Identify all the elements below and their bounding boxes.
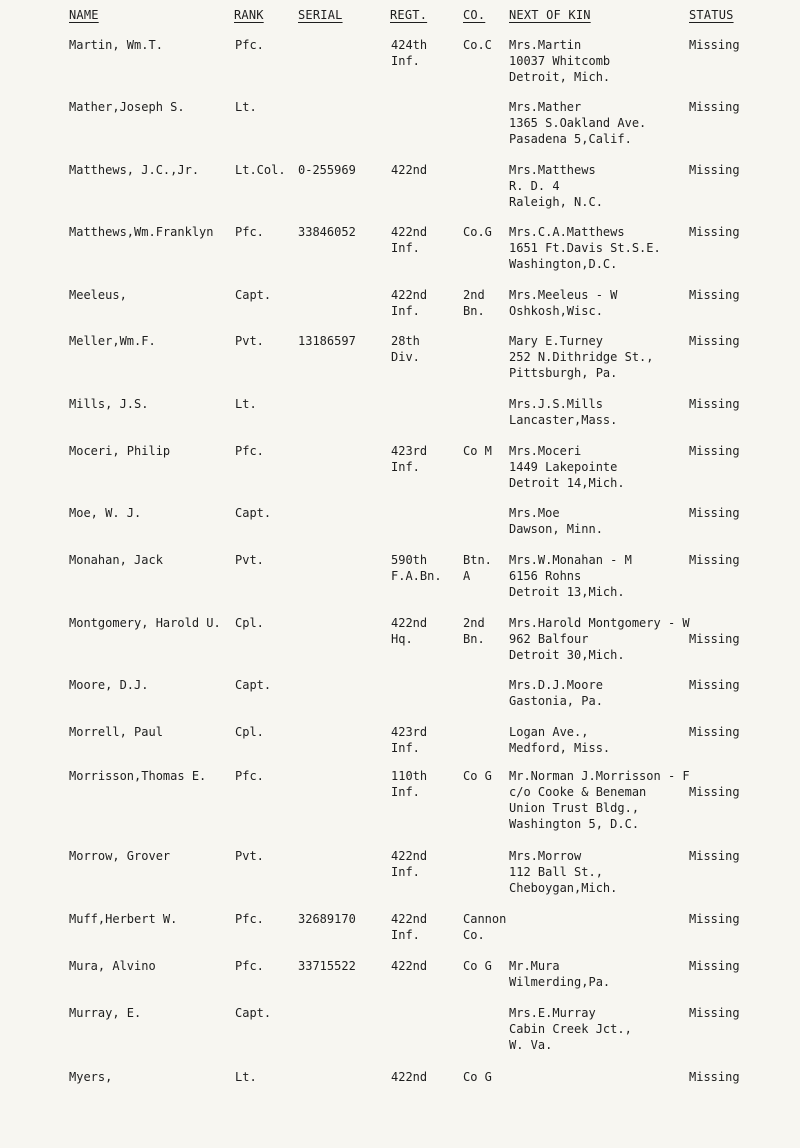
regt-cell-line: 423rd <box>391 444 428 458</box>
status-cell-line: Missing <box>689 1070 740 1084</box>
co-cell <box>463 552 492 584</box>
status-cell <box>689 443 740 459</box>
co-cell-line: Btn. <box>463 553 492 567</box>
table-row <box>0 615 800 675</box>
name-cell: Moceri, Philip <box>69 444 171 458</box>
status-cell <box>689 333 740 349</box>
next-of-kin-cell-line: 252 N.Dithridge St., <box>509 350 654 364</box>
co-cell-line: Co M <box>463 444 492 458</box>
co-cell <box>463 911 506 943</box>
rank-cell: Capt. <box>235 288 272 302</box>
next-of-kin-cell <box>509 768 690 832</box>
rank-cell: Pfc. <box>235 769 264 783</box>
next-of-kin-cell-line: c/o Cooke & Beneman <box>509 785 647 799</box>
next-of-kin-cell-line: Mrs.E.Murray <box>509 1006 596 1020</box>
name-cell: Morrow, Grover <box>69 849 171 863</box>
regt-cell <box>391 848 427 880</box>
table-row <box>0 333 800 393</box>
regt-cell-line: 422nd <box>391 849 428 863</box>
table-row <box>0 443 800 503</box>
next-of-kin-cell-line: 6156 Rohns <box>509 569 582 583</box>
regt-cell-line: 422nd <box>391 288 428 302</box>
next-of-kin-cell <box>509 724 610 756</box>
next-of-kin-cell-line: Mrs.Matthews <box>509 163 596 177</box>
next-of-kin-cell-line: Mrs.D.J.Moore <box>509 678 603 692</box>
rank-cell: Lt. <box>235 1070 257 1084</box>
next-of-kin-cell <box>509 396 617 428</box>
regt-cell-line: 422nd <box>391 1070 428 1084</box>
regt-cell <box>391 333 420 365</box>
table-row <box>0 224 800 284</box>
regt-cell-line: Inf. <box>391 928 420 942</box>
status-cell-line: Missing <box>689 912 740 926</box>
next-of-kin-cell-line: Medford, Miss. <box>509 741 611 755</box>
header-status: STATUS <box>689 8 734 22</box>
regt-cell <box>391 911 427 943</box>
status-cell-line: Missing <box>689 225 740 239</box>
next-of-kin-cell <box>509 958 610 990</box>
status-cell-line: Missing <box>689 100 740 114</box>
table-row <box>0 162 800 222</box>
status-cell <box>689 1005 740 1021</box>
regt-cell <box>391 162 427 178</box>
regt-cell-line: Inf. <box>391 741 420 755</box>
name-cell: Mills, J.S. <box>69 397 149 411</box>
next-of-kin-cell-line: Mrs.Moe <box>509 506 560 520</box>
regt-cell-line: Div. <box>391 350 420 364</box>
regt-cell <box>391 1069 427 1085</box>
rank-cell: Capt. <box>235 678 272 692</box>
rank-cell: Pfc. <box>235 959 264 973</box>
name-cell: Mura, Alvino <box>69 959 156 973</box>
co-cell <box>463 37 492 53</box>
next-of-kin-cell <box>509 99 646 147</box>
co-cell <box>463 958 492 974</box>
next-of-kin-cell-line: Gastonia, Pa. <box>509 694 603 708</box>
co-cell-line: A <box>463 569 471 583</box>
status-cell-line: Missing <box>689 849 740 863</box>
next-of-kin-cell-line: 1449 Lakepointe <box>509 460 618 474</box>
next-of-kin-cell-line: Logan Ave., <box>509 725 589 739</box>
name-cell: Moore, D.J. <box>69 678 149 692</box>
status-cell <box>689 37 740 53</box>
serial-cell: 13186597 <box>298 334 356 348</box>
table-row <box>0 1005 800 1065</box>
next-of-kin-cell <box>509 224 661 272</box>
regt-cell <box>391 37 427 69</box>
next-of-kin-cell <box>509 677 603 709</box>
status-cell <box>689 768 740 800</box>
header-rank: RANK <box>234 8 264 22</box>
next-of-kin-cell-line: Mrs.Harold Montgomery - W <box>509 616 690 630</box>
rank-cell: Lt. <box>235 100 257 114</box>
next-of-kin-cell-line: Mr.Mura <box>509 959 560 973</box>
status-cell-line: Missing <box>689 1006 740 1020</box>
next-of-kin-cell-line: Mrs.C.A.Matthews <box>509 225 625 239</box>
next-of-kin-cell-line: 10037 Whitcomb <box>509 54 611 68</box>
name-cell: Murray, E. <box>69 1006 142 1020</box>
regt-cell-line: Inf. <box>391 304 420 318</box>
next-of-kin-cell-line: Mrs.J.S.Mills <box>509 397 603 411</box>
next-of-kin-cell-line: Mr.Norman J.Morrisson - F <box>509 769 690 783</box>
rank-cell: Lt. <box>235 397 257 411</box>
status-cell-line: Missing <box>689 288 740 302</box>
next-of-kin-cell-line: Mrs.Morrow <box>509 849 582 863</box>
regt-cell-line: Inf. <box>391 460 420 474</box>
co-cell <box>463 768 492 784</box>
next-of-kin-cell-line: Mrs.Mather <box>509 100 582 114</box>
next-of-kin-cell-line: 962 Balfour <box>509 632 589 646</box>
name-cell: Meller,Wm.F. <box>69 334 156 348</box>
regt-cell-line: 590th <box>391 553 428 567</box>
rank-cell: Capt. <box>235 506 272 520</box>
header-name: NAME <box>69 8 99 22</box>
rank-cell: Pfc. <box>235 444 264 458</box>
name-cell: Martin, Wm.T. <box>69 38 163 52</box>
regt-cell <box>391 552 442 584</box>
next-of-kin-cell-line: Mrs.W.Monahan - M <box>509 553 632 567</box>
name-cell: Moe, W. J. <box>69 506 142 520</box>
next-of-kin-cell-line: Cabin Creek Jct., <box>509 1022 632 1036</box>
status-cell-line: Missing <box>689 959 740 973</box>
rank-cell: Cpl. <box>235 725 264 739</box>
regt-cell <box>391 615 427 647</box>
co-cell-line: 2nd <box>463 616 485 630</box>
regt-cell-line: Inf. <box>391 54 420 68</box>
next-of-kin-cell-line: Pasadena 5,Calif. <box>509 132 632 146</box>
next-of-kin-cell-line: Mrs.Meeleus - W <box>509 288 618 302</box>
regt-cell-line: Inf. <box>391 785 420 799</box>
name-cell: Montgomery, Harold U. <box>69 616 221 630</box>
name-cell: Mather,Joseph S. <box>69 100 185 114</box>
next-of-kin-cell-line: Mrs.Moceri <box>509 444 582 458</box>
status-cell-line: Missing <box>689 725 740 739</box>
table-row <box>0 99 800 159</box>
serial-cell: 32689170 <box>298 912 356 926</box>
status-cell-line: Missing <box>689 785 740 799</box>
next-of-kin-cell <box>509 848 617 896</box>
table-row <box>0 552 800 612</box>
name-cell: Myers, <box>69 1070 113 1084</box>
status-cell <box>689 911 740 927</box>
serial-cell: 0-255969 <box>298 163 356 177</box>
co-cell-line: Co G <box>463 769 492 783</box>
status-cell <box>689 396 740 412</box>
next-of-kin-cell-line: W. Va. <box>509 1038 553 1052</box>
status-cell-line: Missing <box>689 163 740 177</box>
next-of-kin-cell-line: 1365 S.Oakland Ave. <box>509 116 647 130</box>
regt-cell-line: 28th <box>391 334 420 348</box>
status-cell <box>689 552 740 568</box>
status-cell-line: Missing <box>689 678 740 692</box>
co-cell-line: Co G <box>463 959 492 973</box>
status-cell-line: Missing <box>689 38 740 52</box>
next-of-kin-cell-line: Oshkosh,Wisc. <box>509 304 603 318</box>
co-cell <box>463 287 485 319</box>
status-cell <box>689 287 740 303</box>
next-of-kin-cell <box>509 552 632 600</box>
next-of-kin-cell <box>509 505 603 537</box>
status-cell <box>689 162 740 178</box>
status-cell-line: Missing <box>689 632 740 646</box>
status-cell <box>689 615 740 647</box>
status-cell <box>689 505 740 521</box>
regt-cell-line: Hq. <box>391 632 413 646</box>
table-row <box>0 37 800 97</box>
co-cell <box>463 615 485 647</box>
status-cell-line <box>689 768 740 784</box>
status-cell <box>689 224 740 240</box>
next-of-kin-cell-line: Pittsburgh, Pa. <box>509 366 618 380</box>
next-of-kin-cell-line: Detroit 14,Mich. <box>509 476 625 490</box>
rank-cell: Cpl. <box>235 616 264 630</box>
regt-cell-line: 424th <box>391 38 428 52</box>
regt-cell <box>391 224 427 256</box>
status-cell-line: Missing <box>689 553 740 567</box>
next-of-kin-cell-line: Cheboygan,Mich. <box>509 881 618 895</box>
regt-cell-line: F.A.Bn. <box>391 569 442 583</box>
next-of-kin-cell <box>509 333 654 381</box>
name-cell: Morrell, Paul <box>69 725 163 739</box>
name-cell: Muff,Herbert W. <box>69 912 178 926</box>
status-cell <box>689 1069 740 1085</box>
name-cell: Monahan, Jack <box>69 553 163 567</box>
status-cell-line <box>689 615 740 631</box>
serial-cell: 33715522 <box>298 959 356 973</box>
co-cell-line: Co. <box>463 928 485 942</box>
rank-cell: Pvt. <box>235 334 264 348</box>
next-of-kin-cell-line: Detroit 13,Mich. <box>509 585 625 599</box>
regt-cell <box>391 287 427 319</box>
table-row <box>0 768 800 831</box>
next-of-kin-cell-line: Raleigh, N.C. <box>509 195 603 209</box>
co-cell-line: Bn. <box>463 632 485 646</box>
header-co: CO. <box>463 8 486 22</box>
regt-cell <box>391 443 427 475</box>
status-cell-line: Missing <box>689 506 740 520</box>
rank-cell: Pfc. <box>235 38 264 52</box>
next-of-kin-cell-line: Union Trust Bldg., <box>509 801 640 815</box>
status-cell <box>689 677 740 693</box>
co-cell-line: Co G <box>463 1070 492 1084</box>
next-of-kin-cell-line: R. D. 4 <box>509 179 560 193</box>
co-cell-line: 2nd <box>463 288 485 302</box>
name-cell: Meeleus, <box>69 288 127 302</box>
regt-cell-line: Inf. <box>391 865 420 879</box>
name-cell: Matthews, J.C.,Jr. <box>69 163 200 177</box>
rank-cell: Pvt. <box>235 553 264 567</box>
next-of-kin-cell-line: Mrs.Martin <box>509 38 582 52</box>
next-of-kin-cell-line: Washington 5, D.C. <box>509 817 640 831</box>
rank-cell: Pfc. <box>235 225 264 239</box>
co-cell <box>463 443 492 459</box>
regt-cell <box>391 724 427 756</box>
status-cell-line: Missing <box>689 334 740 348</box>
next-of-kin-cell <box>509 615 690 663</box>
table-row <box>0 1069 800 1129</box>
header-serial: SERIAL <box>298 8 343 22</box>
regt-cell-line: 422nd <box>391 163 428 177</box>
name-cell: Matthews,Wm.Franklyn <box>69 225 214 239</box>
status-cell-line: Missing <box>689 397 740 411</box>
status-cell-line: Missing <box>689 444 740 458</box>
header-next-of-kin: NEXT OF KIN <box>509 8 591 22</box>
rank-cell: Capt. <box>235 1006 272 1020</box>
next-of-kin-cell <box>509 443 625 491</box>
status-cell <box>689 99 740 115</box>
co-cell <box>463 224 492 240</box>
next-of-kin-cell <box>509 162 603 210</box>
next-of-kin-cell-line: Lancaster,Mass. <box>509 413 618 427</box>
status-cell <box>689 848 740 864</box>
regt-cell <box>391 958 427 974</box>
status-cell <box>689 958 740 974</box>
next-of-kin-cell <box>509 287 617 319</box>
next-of-kin-cell <box>509 1005 632 1053</box>
co-cell-line: Co.G <box>463 225 492 239</box>
co-cell <box>463 1069 492 1085</box>
co-cell-line: Bn. <box>463 304 485 318</box>
co-cell-line: Cannon <box>463 912 507 926</box>
regt-cell-line: 110th <box>391 769 428 783</box>
rank-cell: Pvt. <box>235 849 264 863</box>
regt-cell-line: 422nd <box>391 912 428 926</box>
next-of-kin-cell <box>509 37 610 85</box>
next-of-kin-cell-line: Washington,D.C. <box>509 257 618 271</box>
next-of-kin-cell-line: 1651 Ft.Davis St.S.E. <box>509 241 661 255</box>
co-cell-line: Co.C <box>463 38 492 52</box>
next-of-kin-cell-line: Detroit, Mich. <box>509 70 611 84</box>
next-of-kin-cell-line: Dawson, Minn. <box>509 522 603 536</box>
regt-cell-line: 422nd <box>391 225 428 239</box>
serial-cell: 33846052 <box>298 225 356 239</box>
regt-cell-line: 423rd <box>391 725 428 739</box>
regt-cell-line: 422nd <box>391 616 428 630</box>
next-of-kin-cell-line: Detroit 30,Mich. <box>509 648 625 662</box>
next-of-kin-cell-line: Wilmerding,Pa. <box>509 975 611 989</box>
regt-cell-line: Inf. <box>391 241 420 255</box>
regt-cell-line: 422nd <box>391 959 428 973</box>
regt-cell <box>391 768 427 800</box>
rank-cell: Lt.Col. <box>235 163 286 177</box>
next-of-kin-cell-line: Mary E.Turney <box>509 334 603 348</box>
table-row <box>0 848 800 908</box>
header-regt: REGT. <box>390 8 428 22</box>
status-cell <box>689 724 740 740</box>
rank-cell: Pfc. <box>235 912 264 926</box>
name-cell: Morrisson,Thomas E. <box>69 769 207 783</box>
next-of-kin-cell-line: 112 Ball St., <box>509 865 603 879</box>
